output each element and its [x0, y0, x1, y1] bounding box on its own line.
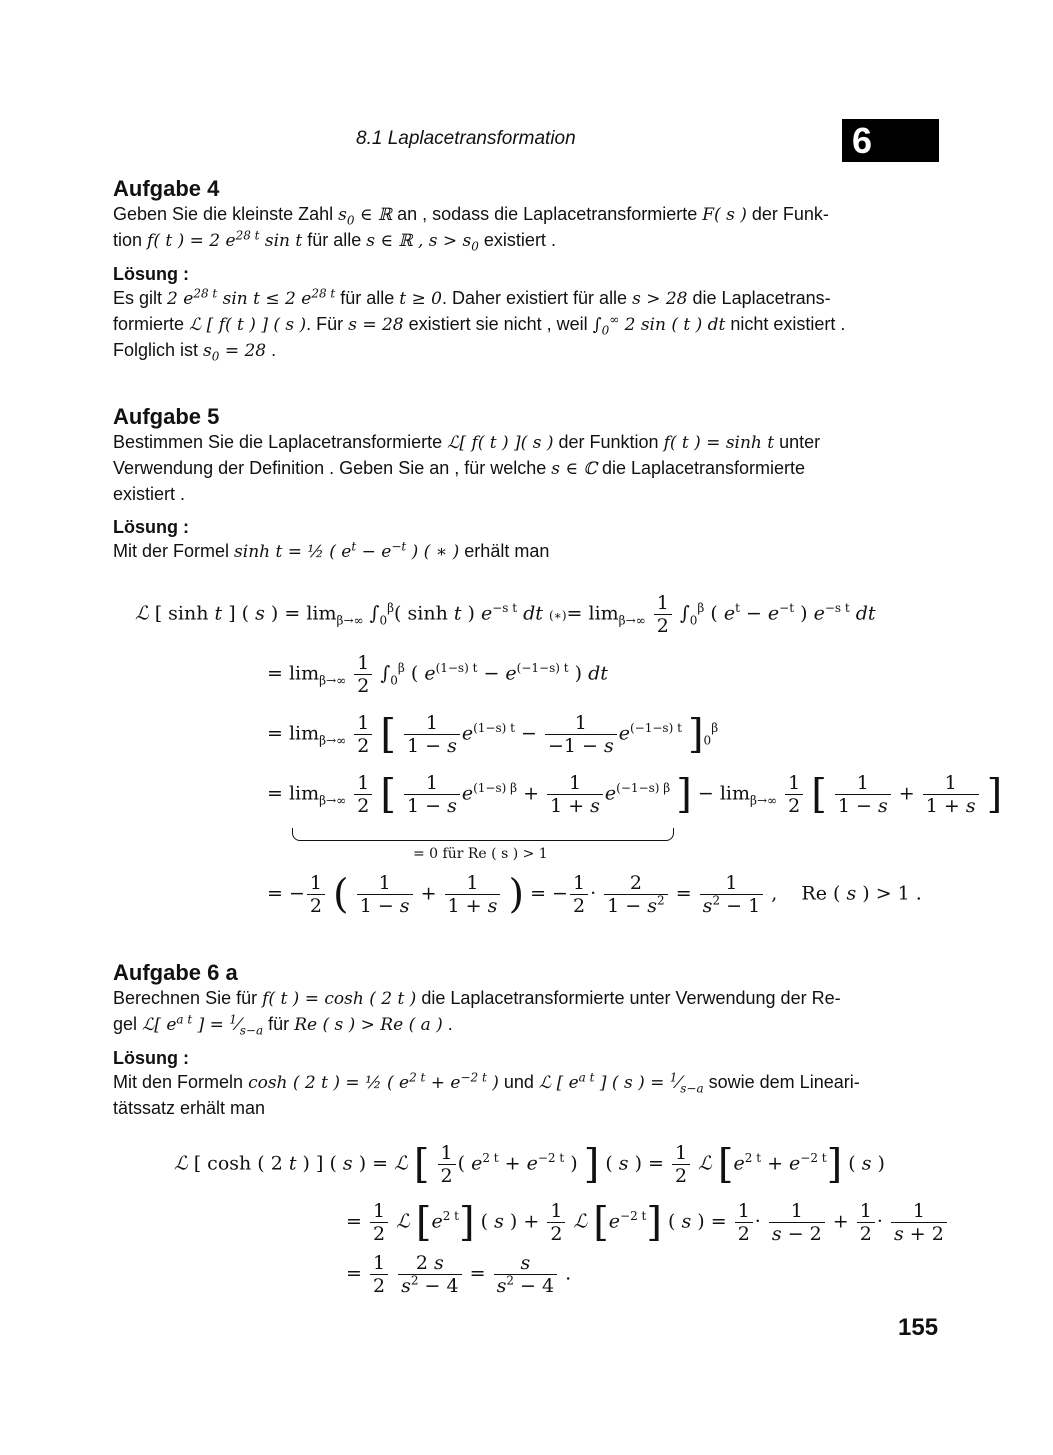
- aufgabe-5: [113, 404, 939, 565]
- equation-line-5: = − $\frac{1}{2}$ ( $\frac{1}{1 - s}$ + $\frac{1}{1 + s}$ ) = − $\frac{1}{2}$ · $\frac{2}{1 - s^2}$ = $\frac{1}{s^2 - 1}$ , Re ( s ) > 1 .: [267, 871, 922, 918]
- aufgabe-5-loesung: Lösung :: [113, 517, 189, 537]
- aufgabe-6a-loesung: Lösung :: [113, 1048, 189, 1068]
- aufgabe-4-loesung: Lösung :: [113, 264, 189, 284]
- chapter-badge: 6: [842, 119, 939, 162]
- aufgabe-6a: [113, 960, 939, 1121]
- underbrace-label: = 0 für Re ( s ) > 1: [413, 846, 548, 862]
- equation-line-4: = $\lim_{\beta\to\infty}$ $\frac{1}{2}$ [ $\frac{1}{1 - s}$ $e^{(1-s) \beta}$ + $\frac{1}{1 + s}$ $e^{(-1-s) \beta}$ ] − $\lim_{\beta\to\infty}$ $\frac{1}{2}$ [ $\frac{1}{1 - s}$ + $\frac{1}{1 + s}$ ]: [267, 771, 1003, 818]
- equation-line-1: ℒ [ sinh t ] ( s ) = $\lim_{\beta\to\infty} \int_0^\beta$( sinh t ) $e^{-s t}$ dt (∗)= $\lim_{\beta\to\infty}$ $\frac{1}{2}$ $\int_0^\beta$ ( $e^t - e^{-t}$ ) $e^{-s t}$ dt: [135, 592, 876, 637]
- aufgabe-5-title: Aufgabe 5: [113, 404, 220, 429]
- aufgabe-6a-solution: Mit den Formeln cosh ( 2 t ) = ½ ( $e^{2 t} + e^{-2 t}$ ) und ℒ [ $e^{a t}$ ] ( s ) = $^1⁄_{s-a}$ sowie dem Lineari- tätssatz erhält man: [113, 1070, 860, 1118]
- aufgabe-6a-text: Berechnen Sie für f( t ) = cosh ( 2 t ) die Laplacetransformierte unter Verwendung der Re- gel ℒ[ $e^{a t}$ ] = $^1⁄_{s-a}$ für Re ( s ) > Re ( a ) .: [113, 988, 841, 1038]
- equation-6a-line-3: = $\frac{1}{2}$ $\frac{2 s}{s^2 - 4}$ = $\frac{s}{s^2 - 4}$ .: [346, 1252, 572, 1297]
- aufgabe-4: [113, 176, 939, 364]
- running-header: 8.1 Laplacetransformation: [356, 128, 576, 149]
- aufgabe-6a-title: Aufgabe 6 a: [113, 960, 238, 985]
- equation-6a-line-1: ℒ [ cosh ( 2 t ) ] ( s ) = ℒ [ $\frac{1}{2}$ ( $e^{2 t} + e^{-2 t}$ ) ] ( s ) = $\frac{1}{2}$ ℒ $[e^{2 t} + e^{-2 t}]$ ( s ): [174, 1141, 885, 1188]
- page-number: 155: [898, 1314, 939, 1341]
- aufgabe-4-text: Geben Sie die kleinste Zahl $s_0$ ∈ ℝ an , sodass die Laplacetransformierte F( s ) der Funk- tion f( t ) = 2 $e^{28 t}$ sin t für alle s ∈ ℝ , $s > s_0$ existiert .: [113, 204, 829, 254]
- aufgabe-5-text: Bestimmen Sie die Laplacetransformierte ℒ[ f( t ) ]( s ) der Funktion f( t ) = sinh t unter Verwendung der Definition . Geben Sie an , für welche s ∈ ℂ die Laplacetransformierte existiert .: [113, 432, 821, 504]
- equation-line-2: = $\lim_{\beta\to\infty}$ $\frac{1}{2}$ $\int_0^\beta$ ( $e^{(1-s) t} - e^{(-1-s) t}$ ) dt: [267, 652, 608, 697]
- aufgabe-5-solution: Mit der Formel sinh t = ½ ( $e^t - e^{-t}$ ) ( ∗ ) erhält man: [113, 539, 550, 562]
- aufgabe-4-solution: Es gilt 2 $e^{28 t}$ sin t ≤ 2 $e^{28 t}$ für alle t ≥ 0. Daher existiert für alle s > 28 die Laplacetrans- formierte ℒ [ f( t ) ] ( s ). Für s = 28 existiert sie nicht , weil $\int_0^\infty$ 2 sin ( t ) dt nicht existiert . Folglich ist $s_0 = 28$ .: [113, 286, 846, 364]
- underbrace: [292, 828, 674, 841]
- equation-line-3: = $\lim_{\beta\to\infty}$ $\frac{1}{2}$ [ $\frac{1}{1 - s}$ $e^{(1-s) t}$ − $\frac{1}{-1 - s}$ $e^{(-1-s) t}$ ]$_0^\beta$: [267, 711, 719, 758]
- aufgabe-4-title: Aufgabe 4: [113, 176, 220, 201]
- equation-6a-line-2: = $\frac{1}{2}$ ℒ $[e^{2 t}]$ ( s ) + $\frac{1}{2}$ ℒ $[e^{-2 t}]$ ( s ) = $\frac{1}{2}$ · $\frac{1}{s - 2}$ + $\frac{1}{2}$ · $\frac{1}{s + 2}$: [346, 1200, 949, 1245]
